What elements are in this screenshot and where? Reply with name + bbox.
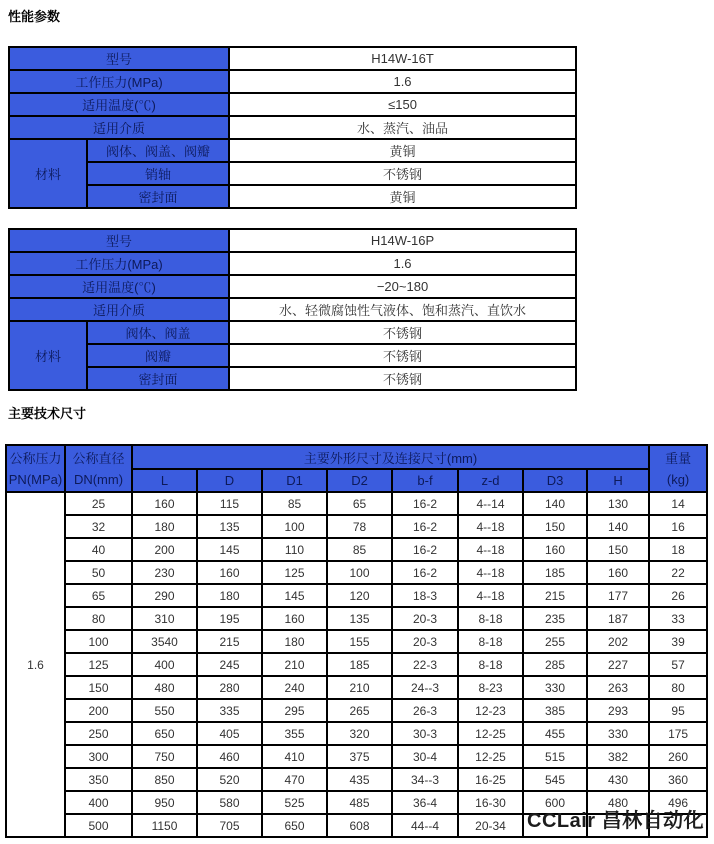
dimension-cell: 16-2 [392, 538, 458, 561]
dimension-cell: 160 [587, 561, 649, 584]
dimension-cell: 16-2 [392, 492, 458, 515]
dimension-cell: 25 [65, 492, 132, 515]
dimension-cell: 115 [197, 492, 262, 515]
dimension-cell: 750 [132, 745, 197, 768]
dimension-cell: 120 [327, 584, 392, 607]
dimension-cell: 850 [132, 768, 197, 791]
dimension-cell: 330 [587, 722, 649, 745]
dimension-cell: 545 [523, 768, 587, 791]
dimension-cell: 180 [262, 630, 327, 653]
dimension-cell: 470 [262, 768, 327, 791]
table-row [9, 185, 576, 208]
dimension-cell: 40 [65, 538, 132, 561]
dimension-cell: 26-3 [392, 699, 458, 722]
dimension-cell: 600 [523, 791, 587, 814]
column-header-L: L [132, 469, 197, 492]
table-row [9, 162, 576, 185]
weight-unit: (kg) [666, 472, 690, 487]
dimension-cell: 430 [587, 768, 649, 791]
weight-header: 重量 [665, 451, 692, 466]
dimension-cell: 26 [649, 584, 707, 607]
weight-header-cell [649, 445, 707, 492]
dimension-cell: 185 [523, 561, 587, 584]
dimension-cell: 8-23 [458, 676, 523, 699]
dimension-cell: 160 [262, 607, 327, 630]
dimension-cell: 480 [132, 676, 197, 699]
dimension-cell: 435 [327, 768, 392, 791]
dimension-cell: 265 [327, 699, 392, 722]
dimension-cell: 650 [132, 722, 197, 745]
dimension-cell: 250 [65, 722, 132, 745]
dimension-cell: 125 [262, 561, 327, 584]
dimension-cell: 177 [587, 584, 649, 607]
dimension-cell: 160 [132, 492, 197, 515]
dimension-cell: 200 [65, 699, 132, 722]
dimension-cell: 140 [587, 515, 649, 538]
dimension-cell: 78 [327, 515, 392, 538]
column-header-D: D [197, 469, 262, 492]
table-row [6, 676, 707, 699]
dimension-cell: 150 [587, 538, 649, 561]
dimension-cell: 200 [132, 538, 197, 561]
material-part-value: 黄铜 [229, 185, 576, 208]
material-part-label: 密封面 [87, 185, 229, 208]
dimension-cell: 155 [327, 630, 392, 653]
table-row [9, 321, 576, 344]
dimension-cell: 24--3 [392, 676, 458, 699]
dimension-cell: 34--3 [392, 768, 458, 791]
pn-header-cell [6, 445, 65, 492]
dimension-cell: 14 [649, 492, 707, 515]
dimension-cell: 4--18 [458, 584, 523, 607]
dimension-cell: 210 [327, 676, 392, 699]
dimension-cell: 382 [587, 745, 649, 768]
watermark: CCLair 昌林自动化 [527, 810, 705, 832]
dimension-cell: 705 [197, 814, 262, 837]
material-part-label: 密封面 [87, 367, 229, 390]
material-part-label: 阀体、阀盖 [87, 321, 229, 344]
table-row [9, 70, 576, 93]
dimension-cell: 350 [65, 768, 132, 791]
dimension-cell: 18 [649, 538, 707, 561]
table-row [9, 116, 576, 139]
dimension-cell: 160 [197, 561, 262, 584]
dimension-cell: 85 [327, 538, 392, 561]
material-label: 材料 [9, 139, 87, 208]
dimension-cell: 410 [262, 745, 327, 768]
table-row [6, 538, 707, 561]
table-row [6, 653, 707, 676]
dimension-cell: 1150 [132, 814, 197, 837]
dimension-cell: 18-3 [392, 584, 458, 607]
dimensions-group-header: 主要外形尺寸及连接尺寸(mm) [132, 445, 649, 469]
dimension-cell: 455 [523, 722, 587, 745]
dimension-cell: 16-25 [458, 768, 523, 791]
dimension-cell: 185 [327, 653, 392, 676]
dimension-cell: 255 [523, 630, 587, 653]
section-title-dimensions: 主要技术尺寸 [8, 406, 87, 421]
table-row [9, 47, 576, 70]
dn-unit: DN(mm) [73, 472, 124, 487]
dimension-cell: 4--18 [458, 538, 523, 561]
material-part-value: 不锈钢 [229, 321, 576, 344]
dimension-cell: 36-4 [392, 791, 458, 814]
dimension-cell: 135 [327, 607, 392, 630]
table-row [6, 607, 707, 630]
pressure-label: 工作压力(MPa) [9, 70, 229, 93]
temperature-value: −20~180 [229, 275, 576, 298]
dimension-cell: 3540 [132, 630, 197, 653]
dimension-cell: 280 [197, 676, 262, 699]
table-row [6, 492, 707, 515]
dimension-cell: 496 [649, 791, 707, 814]
dimension-cell: 405 [197, 722, 262, 745]
dimension-cell: 230 [132, 561, 197, 584]
dn-header-cell [65, 445, 132, 492]
dimension-cell: 300 [65, 745, 132, 768]
dimension-cell: 295 [262, 699, 327, 722]
pressure-value: 1.6 [229, 252, 576, 275]
dimension-cell: 95 [649, 699, 707, 722]
model-label: 型号 [9, 47, 229, 70]
dimension-cell: 160 [523, 538, 587, 561]
column-header-bf: b-f [392, 469, 458, 492]
dimension-cell: 8-18 [458, 607, 523, 630]
dimension-cell: 385 [523, 699, 587, 722]
dimension-cell: 202 [587, 630, 649, 653]
dimension-cell: 485 [327, 791, 392, 814]
pressure-label: 工作压力(MPa) [9, 252, 229, 275]
dimension-cell: 650 [262, 814, 327, 837]
dimension-cell: 355 [262, 722, 327, 745]
table-row [6, 584, 707, 607]
dimension-cell: 145 [262, 584, 327, 607]
table-row [6, 699, 707, 722]
media-value: 水、轻微腐蚀性气液体、饱和蒸汽、直饮水 [229, 298, 576, 321]
table-row [6, 561, 707, 584]
dimension-cell: 260 [649, 745, 707, 768]
dimension-cell: 480 [587, 791, 649, 814]
dimension-cell: 30-3 [392, 722, 458, 745]
media-value: 水、蒸汽、油品 [229, 116, 576, 139]
column-header-H: H [587, 469, 649, 492]
dimension-cell: 12-23 [458, 699, 523, 722]
dimension-cell: 285 [523, 653, 587, 676]
dimension-cell: 150 [65, 676, 132, 699]
dimension-cell: 235 [523, 607, 587, 630]
dimension-cell: 125 [65, 653, 132, 676]
dimension-cell: 310 [132, 607, 197, 630]
column-header-D3: D3 [523, 469, 587, 492]
performance-table-h14w-16t [8, 46, 577, 209]
material-part-label: 阀体、阀盖、阀瓣 [87, 139, 229, 162]
dimension-cell: 263 [587, 676, 649, 699]
material-part-value: 不锈钢 [229, 367, 576, 390]
dimension-cell: 44--4 [392, 814, 458, 837]
dimension-cell: 150 [523, 515, 587, 538]
pn-value-cell: 1.6 [6, 492, 65, 837]
dimension-cell: 135 [197, 515, 262, 538]
dimension-cell: 85 [262, 492, 327, 515]
dimension-cell: 20-3 [392, 630, 458, 653]
dimension-cell: 8-18 [458, 653, 523, 676]
dimension-cell: 65 [65, 584, 132, 607]
dimension-cell: 335 [197, 699, 262, 722]
table-row [6, 745, 707, 768]
dimension-cell: 100 [65, 630, 132, 653]
dimension-cell: 550 [132, 699, 197, 722]
column-header-D2: D2 [327, 469, 392, 492]
dimension-cell: 145 [197, 538, 262, 561]
dimension-cell: 22-3 [392, 653, 458, 676]
dimension-cell: 360 [649, 768, 707, 791]
dimension-cell: 290 [132, 584, 197, 607]
material-part-label: 阀瓣 [87, 344, 229, 367]
dimension-cell: 195 [197, 607, 262, 630]
dimension-cell: 80 [65, 607, 132, 630]
table-row [9, 252, 576, 275]
material-part-value: 不锈钢 [229, 162, 576, 185]
dimension-cell: 215 [523, 584, 587, 607]
model-value: H14W-16T [229, 47, 576, 70]
dimension-cell: 330 [523, 676, 587, 699]
table-row [9, 298, 576, 321]
dimension-cell: 293 [587, 699, 649, 722]
dimension-cell: 16-30 [458, 791, 523, 814]
table-row [6, 768, 707, 791]
performance-table-h14w-16p [8, 228, 577, 391]
table-row [9, 344, 576, 367]
dimension-cell: 320 [327, 722, 392, 745]
pn-header: 公称压力 [9, 451, 62, 466]
dimension-cell: 16-2 [392, 561, 458, 584]
dimension-cell: 950 [132, 791, 197, 814]
dn-header: 公称直径 [72, 451, 125, 466]
dimension-cell: 20-34 [458, 814, 523, 837]
dimension-cell: 180 [132, 515, 197, 538]
material-part-value: 不锈钢 [229, 344, 576, 367]
dimension-cell: 175 [649, 722, 707, 745]
media-label: 适用介质 [9, 298, 229, 321]
dimension-cell: 4--18 [458, 561, 523, 584]
dimension-cell: 460 [197, 745, 262, 768]
dimension-cell: 12-25 [458, 745, 523, 768]
column-header-zd: z-d [458, 469, 523, 492]
dimension-cell: 65 [327, 492, 392, 515]
dimension-cell: 100 [262, 515, 327, 538]
dimension-cell: 80 [649, 676, 707, 699]
dimension-cell: 215 [197, 630, 262, 653]
dimension-cell: 57 [649, 653, 707, 676]
dimension-cell: 4--18 [458, 515, 523, 538]
dimension-cell: 39 [649, 630, 707, 653]
pn-unit: PN(MPa) [8, 472, 63, 487]
dimension-cell: 50 [65, 561, 132, 584]
dimension-cell: 130 [587, 492, 649, 515]
dimension-cell: 33 [649, 607, 707, 630]
dimension-cell: 180 [197, 584, 262, 607]
table-row [6, 515, 707, 538]
dimension-cell: 4--14 [458, 492, 523, 515]
table-row [6, 722, 707, 745]
table-row [9, 275, 576, 298]
material-part-label: 销轴 [87, 162, 229, 185]
table-row [9, 93, 576, 116]
dimension-cell: 100 [327, 561, 392, 584]
header-row [6, 445, 707, 469]
material-part-value: 黄铜 [229, 139, 576, 162]
model-value: H14W-16P [229, 229, 576, 252]
dimension-cell: 32 [65, 515, 132, 538]
dimension-cell: 20-3 [392, 607, 458, 630]
dimension-cell: 240 [262, 676, 327, 699]
dimension-cell: 140 [523, 492, 587, 515]
dimension-cell: 16 [649, 515, 707, 538]
dimension-cell: 580 [197, 791, 262, 814]
material-label: 材料 [9, 321, 87, 390]
model-label: 型号 [9, 229, 229, 252]
column-header-D1: D1 [262, 469, 327, 492]
table-row [9, 139, 576, 162]
pressure-value: 1.6 [229, 70, 576, 93]
section-title-performance: 性能参数 [8, 9, 61, 24]
dimension-cell: 227 [587, 653, 649, 676]
dimension-cell: 8-18 [458, 630, 523, 653]
table-row [9, 367, 576, 390]
temperature-value: ≤150 [229, 93, 576, 116]
dimension-cell: 500 [65, 814, 132, 837]
media-label: 适用介质 [9, 116, 229, 139]
dimension-cell: 520 [197, 768, 262, 791]
table-row [6, 630, 707, 653]
temperature-label: 适用温度(℃) [9, 275, 229, 298]
dimension-cell: 400 [132, 653, 197, 676]
dimension-cell: 525 [262, 791, 327, 814]
dimension-cell: 12-25 [458, 722, 523, 745]
temperature-label: 适用温度(℃) [9, 93, 229, 116]
dimension-cell: 16-2 [392, 515, 458, 538]
dimension-cell: 400 [65, 791, 132, 814]
dimension-cell: 245 [197, 653, 262, 676]
dimension-cell: 22 [649, 561, 707, 584]
dimension-table [5, 444, 708, 838]
dimension-cell: 30-4 [392, 745, 458, 768]
dimension-cell: 210 [262, 653, 327, 676]
dimension-cell: 515 [523, 745, 587, 768]
dimension-cell: 187 [587, 607, 649, 630]
table-row [9, 229, 576, 252]
dimension-cell: 608 [327, 814, 392, 837]
dimension-cell: 375 [327, 745, 392, 768]
dimension-cell: 110 [262, 538, 327, 561]
